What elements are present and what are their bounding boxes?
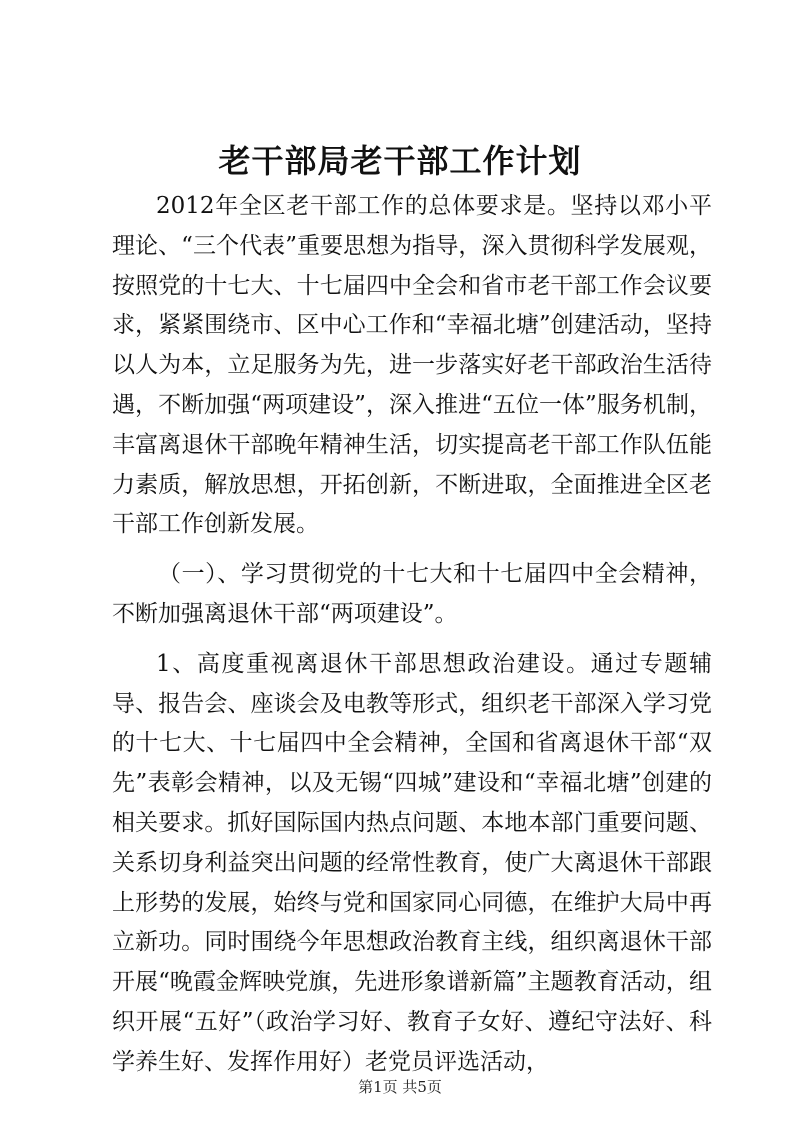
- paragraph-item-one: 1、高度重视离退休干部思想政治建设。通过专题辅导、报告会、座谈会及电教等形式，组织老干部深入学习党的十七大、十七届四中全会精神，全国和省离退休干部“双先”表彰会精神，以及无锡“四城”建设和“幸福北塘”创建的相关要求。抓好国际国内热点问题、本地本部门重要问题、关系切身利益突出问题的经常性教育，使广大离退休干部跟上形势的发展，始终与党和国家同心同德，在维护大局中再立新功。同时围绕今年思想政治教育主线，组织离退休干部开展“晚霞金辉映党旗，先进形象谱新篇”主题教育活动，组织开展“五好”（政治学习好、教育子女好、遵纪守法好、科学养生好、发挥作用好）老党员评选活动，: [112, 650, 712, 1075]
- document-body: [112, 187, 712, 1093]
- paragraph-general-requirements: 2012年全区老干部工作的总体要求是。坚持以邓小平理论、“三个代表”重要思想为指导，深入贯彻科学发展观，按照党的十七大、十七届四中全会和省市老干部工作会议要求，紧紧围绕市、区中心工作和“幸福北塘”创建活动，坚持以人为本，立足服务为先，进一步落实好老干部政治生活待遇，不断加强“两项建设”，深入推进“五位一体”服务机制，丰富离退休干部晚年精神生活，切实提高老干部工作队伍能力素质，解放思想，开拓创新，不断进取，全面推进全区老干部工作创新发展。: [112, 193, 712, 538]
- paragraph-section-one-heading: （一）、学习贯彻党的十七大和十七届四中全会精神，不断加强离退休干部“两项建设”。: [112, 561, 712, 627]
- document-title: 老干部局老干部工作计划: [218, 142, 582, 180]
- page-footer: 第1页 共5页: [358, 1078, 442, 1096]
